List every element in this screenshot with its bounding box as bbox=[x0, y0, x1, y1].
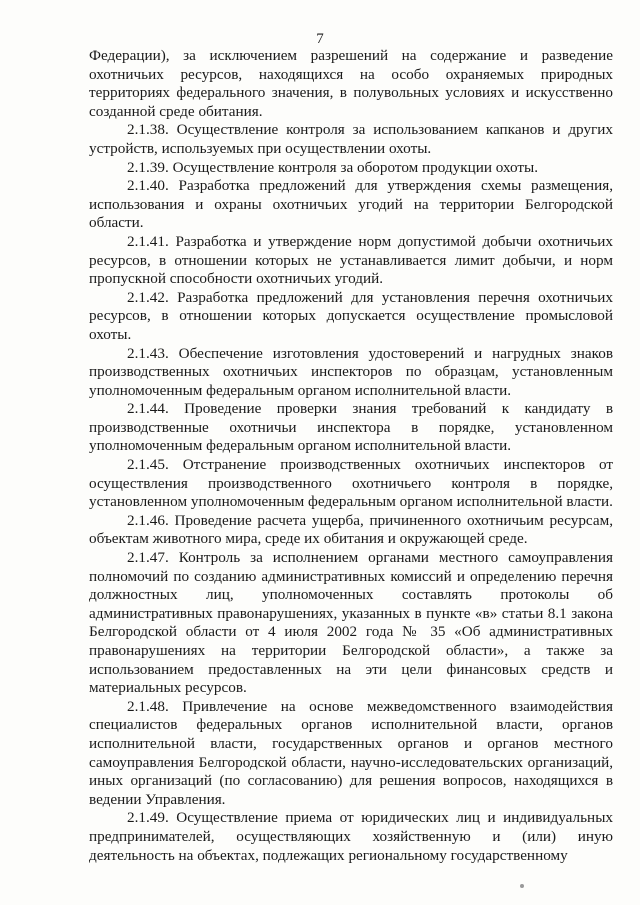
paragraph-2-1-49: 2.1.49. Осуществление приема от юридических лиц и индивидуальных предпринимателей, осуществляющих хозяйственную и (или) иную деятельность на объектах, подлежащих региональному государственному bbox=[89, 809, 613, 864]
scan-speck bbox=[520, 884, 524, 888]
paragraph-2-1-40: 2.1.40. Разработка предложений для утверждения схемы размещения, использования и охраны охотничьих угодий на территории Белгородской области. bbox=[89, 177, 613, 232]
paragraph-2-1-38: 2.1.38. Осуществление контроля за использованием капканов и других устройств, используемых при осуществлении охоты. bbox=[89, 121, 613, 157]
paragraph-2-1-46: 2.1.46. Проведение расчета ущерба, причиненного охотничьим ресурсам, объектам животного мира, среде их обитания и окружающей среде. bbox=[89, 511, 613, 548]
paragraph-continuation: Федерации), за исключением разрешений на содержание и разведение охотничьих ресурсов, находящихся на особо охраняемых природных территориях федерального значения, в полувольных условиях и искусственно созданной среде обитания. bbox=[89, 47, 613, 120]
document-body bbox=[89, 47, 613, 865]
paragraph-2-1-48: 2.1.48. Привлечение на основе межведомственного взаимодействия специалистов федеральных органов исполнительной власти, органов исполнительной власти, государственных органов и органов местного самоуправления Белгородской области, научно-исследовательских организаций, иных организаций (по согласованию) для решения вопросов, находящихся в ведении Управления. bbox=[89, 697, 613, 808]
paragraph-2-1-44: 2.1.44. Проведение проверки знания требований к кандидату в производственные охотничьи инспектора в порядке, установленном уполномоченным федеральным органом исполнительной власти. bbox=[89, 400, 613, 455]
paragraph-2-1-47: 2.1.47. Контроль за исполнением органами местного самоуправления полномочий по созданию административных комиссий и определению перечня должностных лиц, уполномоченных составлять протоколы об административных правонарушениях, указанных в пункте «в» статьи 8.1 закона Белгородской области от 4 июля 2002 года № 35 «Об административных правонарушениях на территории Белгородской области», а также за использованием предоставленных на эти цели финансовых средств и материальных ресурсов. bbox=[89, 549, 613, 697]
paragraph-2-1-41: 2.1.41. Разработка и утверждение норм допустимой добычи охотничьих ресурсов, в отношении которых не устанавливается лимит добычи, и норм пропускной способности охотничьих угодий. bbox=[89, 232, 613, 288]
paragraph-2-1-42: 2.1.42. Разработка предложений для установления перечня охотничьих ресурсов, в отношении которых допускается осуществление промысловой охоты. bbox=[89, 288, 613, 343]
page-number: 7 bbox=[316, 31, 324, 47]
paragraph-2-1-45: 2.1.45. Отстранение производственных охотничьих инспекторов от осуществления производственного охотничьего контроля в порядке, установленном уполномоченным федеральным органом исполнительной власти. bbox=[89, 456, 613, 511]
paragraph-2-1-39: 2.1.39. Осуществление контроля за оборотом продукции охоты. bbox=[127, 158, 539, 176]
paragraph-2-1-43: 2.1.43. Обеспечение изготовления удостоверений и нагрудных знаков производственных охотничьих инспекторов по образцам, установленным уполномоченным федеральным органом исполнительной власти. bbox=[89, 344, 613, 399]
